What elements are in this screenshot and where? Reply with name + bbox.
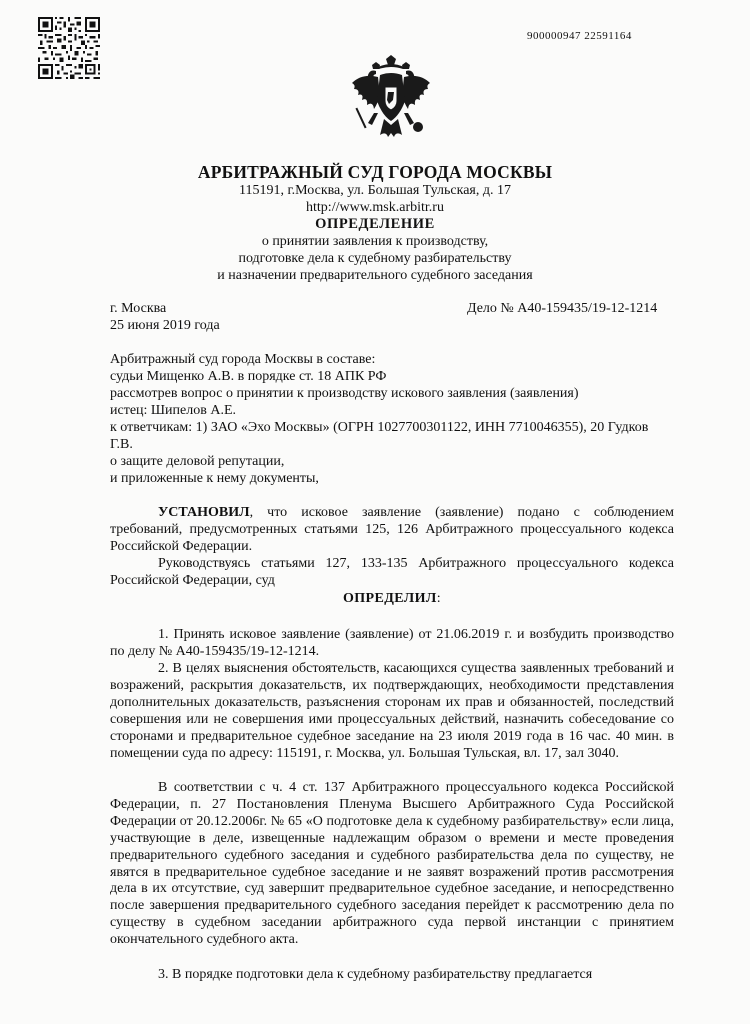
intro-line: рассмотрев вопрос о принятии к производству искового заявления (заявления) (110, 386, 579, 401)
intro-line: к ответчикам: 1) ЗАО «Эхо Москвы» (ОГРН 1027700301122, ИНН 7710046355), 20 Гудков Г.В. (110, 420, 649, 452)
date: 25 июня 2019 года (110, 318, 220, 333)
city: г. Москва (110, 301, 167, 316)
coat-of-arms-icon (348, 55, 434, 155)
case-number: Дело № А40-159435/19-12-1214 (467, 301, 658, 316)
paragraph-procedure: В соответствии с ч. 4 ст. 137 Арбитражного процессуального кодекса Российской Федерации, п. 27 Постановления Пленума Высшего Арбитражного Суда Российской Федерации от 20.12.2006г. № 65 «О подготовке дела к судебному разбирательству» если лица, участвующие в деле, извещенные надлежащим образом о времени и месте проведения предварительного судебного заседания и судебного разбирательства дела по существу, не явятся в предварительное судебное заседание и не заявят возражений против рассмотрения дела в их отсутствие, суд завершит предварительное судебное заседание, и непосредственно после завершения предварительного судебного заседания перейдет к рассмотрению дела по существу в судебном заседании арбитражного суда первой инстанции с принятием окончательного судебного акта. (110, 780, 674, 948)
document-subtitle-line: и назначении предварительного судебного заседания (217, 268, 533, 283)
paragraph-2: 2. В целях выяснения обстоятельств, касающихся существа заявленных требований и возражений, раскрытия доказательств, их подтверждающих, необходимости представления дополнительных доказательств, разъяснения сторонам их прав и обязанностей, последствий совершения или не совершения ими процессуальных действий, назначить собеседование со сторонами и предварительное судебное заседание на 23 июля 2019 года в 16 час. 40 мин. в помещении суда по адресу: 115191, г. Москва, ул. Большая Тульская, вл. 17, зал 3040. (110, 661, 674, 761)
established-text: , что исковое заявление (заявление) подано с соблюдением требований, предусмотренных статьями 125, 126 Арбитражного процессуального кодекса Российской Федерации. (110, 505, 674, 554)
court-address: 115191, г.Москва, ул. Большая Тульская, д. 17 (239, 183, 511, 198)
intro-line: истец: Шипелов А.Е. (110, 403, 236, 418)
court-website: http://www.msk.arbitr.ru (306, 200, 444, 215)
document-subtitle-line: подготовке дела к судебному разбирательству (238, 251, 512, 266)
document-title: ОПРЕДЕЛЕНИЕ (315, 216, 435, 232)
intro-line: судьи Мищенко А.В. в порядке ст. 18 АПК РФ (110, 369, 387, 384)
guided-paragraph: Руководствуясь статьями 127, 133-135 Арбитражного процессуального кодекса Российской Федерации, суд (110, 556, 674, 588)
qr-code (38, 17, 100, 79)
paragraph-1: 1. Принять исковое заявление (заявление) от 21.06.2019 г. и возбудить производство по делу № А40-159435/19-12-1214. (110, 627, 674, 659)
document-barcode-number: 900000947 22591164 (527, 30, 632, 42)
court-name: АРБИТРАЖНЫЙ СУД ГОРОДА МОСКВЫ (197, 162, 553, 182)
established-word: УСТАНОВИЛ (158, 505, 250, 520)
document-subtitle-line: о принятии заявления к производству, (261, 234, 489, 249)
intro-line: о защите деловой репутации, (110, 454, 285, 469)
decided-heading: ОПРЕДЕЛИЛ: (342, 591, 442, 606)
intro-line: и приложенные к нему документы, (110, 471, 319, 486)
intro-line: Арбитражный суд города Москвы в составе: (110, 352, 376, 367)
paragraph-3: 3. В порядке подготовки дела к судебному разбирательству предлагается (158, 967, 593, 982)
established-paragraph (110, 505, 674, 556)
